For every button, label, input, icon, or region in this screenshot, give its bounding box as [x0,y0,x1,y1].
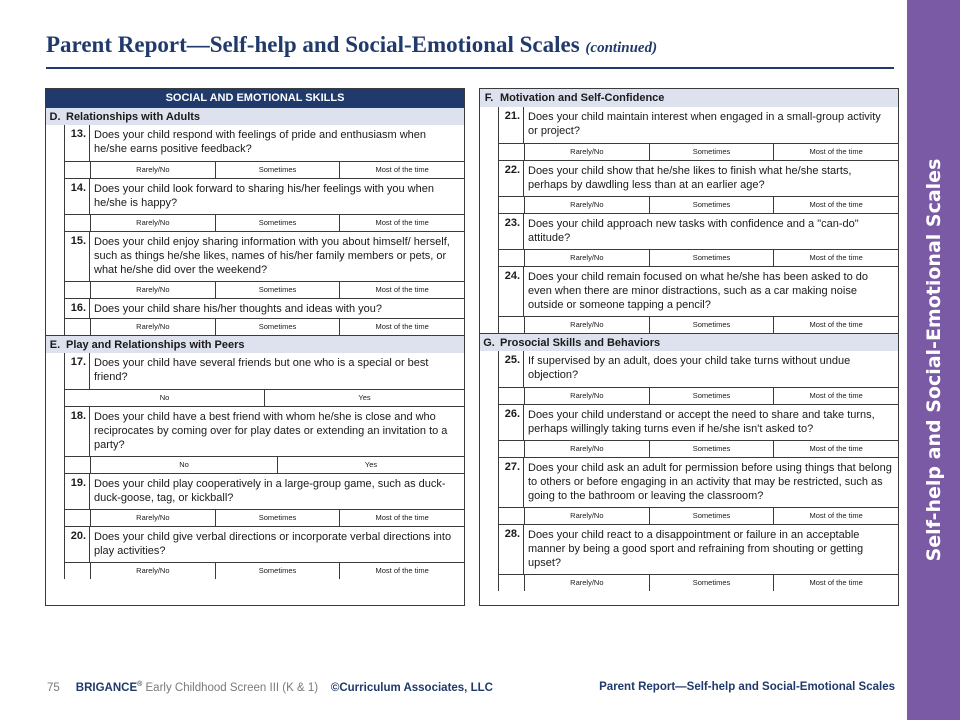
answer-most[interactable]: Most of the time [809,253,863,262]
answer-rarely[interactable]: Rarely/No [91,510,216,526]
section-letter: D. [49,110,61,123]
question-text: If supervised by an adult, does your child take turns without undue objection? [528,355,851,381]
question-number: 14. [65,179,90,214]
answer-sometimes[interactable]: Sometimes [216,563,341,579]
answer-row-20 [65,562,464,579]
question-number: 19. [65,474,90,509]
question-23 [499,213,898,249]
section-letter: F. [484,92,494,104]
section-title: Prosocial Skills and Behaviors [500,336,661,349]
answer-rarely[interactable]: Rarely/No [525,508,650,524]
question-text: Does your child approach new tasks with confidence and a "can-do" attitude? [528,218,859,244]
question-15 [65,231,464,281]
answer-no[interactable]: No [65,390,265,406]
question-28 [499,524,898,574]
answer-most[interactable]: Most of the time [375,566,429,575]
left-column-table [45,88,465,606]
question-25 [499,351,898,387]
section-gutter [480,107,499,333]
answer-sometimes[interactable]: Sometimes [216,282,341,298]
page-title-continued: (continued) [585,40,658,56]
answer-sometimes[interactable]: Sometimes [650,250,775,266]
answer-row-23 [499,249,898,266]
answer-yes[interactable]: Yes [364,460,378,469]
question-text: Does your child have several friends but one who is a special or best friend? [94,357,429,383]
answer-sometimes[interactable]: Sometimes [216,319,341,335]
question-text: Does your child enjoy sharing information with you about himself/ herself, such as things he/she likes, names of his/her family members or pets, or what he/she did over the weekend? [94,236,450,276]
answer-row-15 [65,281,464,298]
answer-most[interactable]: Most of the time [809,578,863,587]
question-27 [499,457,898,507]
question-22 [499,160,898,196]
question-text: Does your child look forward to sharing his/her feelings with you when he/she is happy? [94,183,434,209]
question-26 [499,404,898,440]
question-text: Does your child respond with feelings of pride and enthusiasm when he/she earns positive feedback? [94,129,427,155]
section-letter: E. [49,338,61,351]
question-number: 28. [499,525,524,574]
section-letter: G. [483,336,495,349]
answer-most[interactable]: Most of the time [375,165,429,174]
question-text: Does your child remain focused on what he/she has been asked to do even when there are minor distractions, such as a car making noise outside or someone tapping a pencil? [528,271,868,311]
question-number: 18. [65,407,90,456]
answer-most[interactable]: Most of the time [375,218,429,227]
section-f-header [480,89,898,107]
answer-sometimes[interactable]: Sometimes [650,388,775,404]
question-number: 24. [499,267,524,316]
answer-row-13 [65,161,464,178]
question-text: Does your child show that he/she likes to finish what he/she starts, perhaps by dawdling less than at an earlier age? [528,165,852,191]
footer-right: Parent Report—Self-help and Social-Emotional Scales [599,681,895,693]
question-text: Does your child react to a disappointment or failure in an acceptable manner by being a good sport and refraining from shouting or getting upset? [528,529,864,569]
answer-most[interactable]: Most of the time [809,200,863,209]
question-14 [65,178,464,214]
page-title [46,32,657,58]
section-d-body [46,125,464,335]
side-tab-label: Self-help and Social-Emotional Scales [922,158,945,562]
section-gutter [46,353,65,579]
answer-row-14 [65,214,464,231]
section-e-body [46,353,464,579]
section-g-header [480,333,898,351]
footer-left [47,681,493,694]
question-16 [65,298,464,318]
right-column-table [479,88,899,606]
question-text: Does your child play cooperatively in a large-group game, such as duck-duck-goose, tag, or kickball? [94,478,446,504]
question-20 [65,526,464,562]
answer-rarely[interactable]: Rarely/No [525,144,650,160]
section-e-questions [65,353,464,579]
answer-row-24 [499,316,898,333]
answer-no[interactable]: No [91,457,278,473]
page-title-text: Parent Report—Self-help and Social-Emotional Scales [46,32,580,57]
question-21 [499,107,898,143]
question-number: 27. [499,458,524,507]
answer-row-22 [499,196,898,213]
question-17 [65,353,464,389]
question-number: 20. [65,527,90,562]
question-13 [65,125,464,161]
answer-most[interactable]: Most of the time [809,147,863,156]
answer-most[interactable]: Most of the time [809,511,863,520]
question-number: 23. [499,214,524,249]
section-g-body [480,351,898,591]
question-24 [499,266,898,316]
answer-sometimes[interactable]: Sometimes [216,162,341,178]
answer-most[interactable]: Most of the time [375,322,429,331]
answer-sometimes[interactable]: Sometimes [650,317,775,333]
question-text: Does your child give verbal directions or incorporate verbal directions into play activities? [94,531,452,557]
answer-rarely[interactable]: Rarely/No [91,282,216,298]
question-number: 15. [65,232,90,281]
answer-rarely[interactable]: Rarely/No [525,441,650,457]
answer-sometimes[interactable]: Sometimes [650,575,775,591]
answer-rarely[interactable]: Rarely/No [91,563,216,579]
brand-name: BRIGANCE [75,681,138,694]
section-title: Relationships with Adults [66,110,201,123]
question-number: 16. [65,299,90,318]
answer-sometimes[interactable]: Sometimes [650,441,775,457]
answer-most[interactable]: Most of the time [809,391,863,400]
answer-row-25 [499,387,898,404]
question-text: Does your child understand or accept the need to share and take turns, perhaps willingly taking turns even if he/she isn't asked to? [528,409,875,435]
side-tab [907,0,960,720]
question-18 [65,406,464,456]
answer-sometimes[interactable]: Sometimes [650,197,775,213]
question-number: 21. [499,107,524,143]
question-19 [65,473,464,509]
question-text: Does your child have a best friend with whom he/she is close and who reciprocates by coming over for play dates or extending an invitation to a party? [94,411,448,451]
answer-row-16 [65,318,464,335]
answer-yes[interactable]: Yes [358,393,371,402]
answer-row-17 [65,389,464,406]
title-rule [46,67,894,69]
section-title: Motivation and Self-Confidence [500,92,665,104]
question-number: 26. [499,405,524,440]
section-d-questions [65,125,464,335]
answer-most[interactable]: Most of the time [375,513,429,522]
registered-mark: ® [137,681,143,688]
social-emotional-banner: SOCIAL AND EMOTIONAL SKILLS [46,89,464,107]
question-text: Does your child ask an adult for permission before using things that belong to others or before engaging in an activity that may be restricted, such as going to the bathroom or leaving the classroom? [528,462,892,502]
answer-row-21 [499,143,898,160]
section-g-questions [499,351,898,591]
answer-most[interactable]: Most of the time [375,285,429,294]
section-f-questions [499,107,898,333]
answer-rarely[interactable]: Rarely/No [525,197,650,213]
section-title: Play and Relationships with Peers [66,338,245,351]
answer-row-18 [65,456,464,473]
question-number: 13. [65,125,90,161]
answer-rarely[interactable]: Rarely/No [91,162,216,178]
section-e-header [46,335,464,353]
copyright: ©Curriculum Associates, LLC [330,681,493,694]
answer-row-19 [65,509,464,526]
answer-rarely[interactable]: Rarely/No [525,388,650,404]
answer-rarely[interactable]: Rarely/No [91,319,216,335]
question-number: 17. [65,353,90,389]
section-d-header [46,107,464,125]
answer-most[interactable]: Most of the time [809,444,863,453]
answer-sometimes[interactable]: Sometimes [216,215,341,231]
answer-rarely[interactable]: Rarely/No [91,215,216,231]
answer-sometimes[interactable]: Sometimes [650,144,775,160]
answer-sometimes[interactable]: Sometimes [216,510,341,526]
answer-row-28 [499,574,898,591]
question-text: Does your child maintain interest when engaged in a small-group activity or project? [528,111,881,137]
page-number: 75 [47,681,60,694]
answer-row-26 [499,440,898,457]
product-name: Early Childhood Screen III (K & 1) [145,681,319,694]
section-f-body [480,107,898,333]
answer-rarely[interactable]: Rarely/No [525,317,650,333]
answer-most[interactable]: Most of the time [809,320,863,329]
answer-rarely[interactable]: Rarely/No [525,575,650,591]
section-gutter [46,125,65,335]
question-text: Does your child share his/her thoughts and ideas with you? [94,303,383,315]
question-number: 22. [499,161,524,196]
answer-row-27 [499,507,898,524]
answer-rarely[interactable]: Rarely/No [525,250,650,266]
question-number: 25. [499,351,524,387]
section-gutter [480,351,499,591]
answer-sometimes[interactable]: Sometimes [650,508,775,524]
